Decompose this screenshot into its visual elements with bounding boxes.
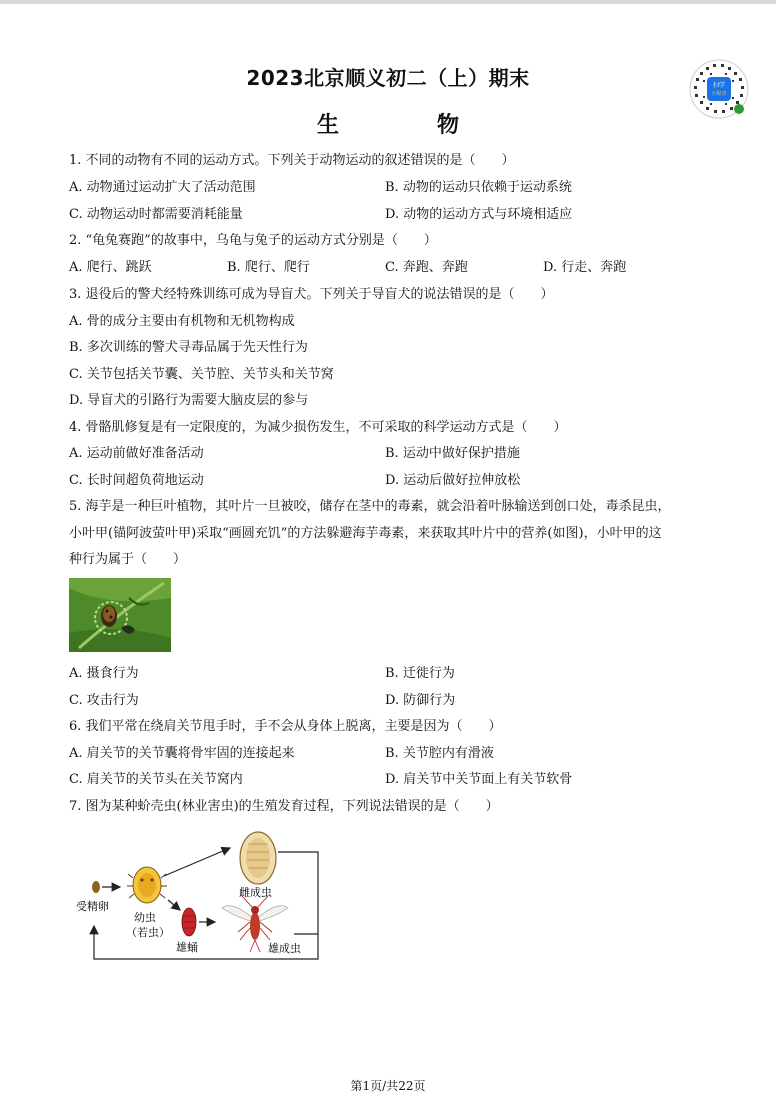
scale-insect-life-cycle-diagram — [72, 830, 332, 965]
label-larva-note: （若虫） — [126, 926, 170, 939]
question-2-option-b: B. 爬行、爬行 — [227, 260, 310, 275]
question-5-stem-line-3: 种行为属于（ ） — [69, 552, 187, 567]
question-5-option-a: A. 摄食行为 — [69, 666, 139, 681]
question-5-option-b: B. 迁徙行为 — [385, 666, 455, 681]
question-3-stem: 3. 退役后的警犬经特殊训练可成为导盲犬。下列关于导盲犬的说法错误的是（ ） — [69, 287, 554, 302]
question-5-option-c: C. 攻击行为 — [69, 693, 139, 708]
question-2-stem: 2. “龟兔赛跑”的故事中，乌龟与兔子的运动方式分别是（ ） — [69, 233, 437, 248]
question-6-stem: 6. 我们平常在绕肩关节甩手时，手不会从身体上脱离，主要是因为（ ） — [69, 719, 502, 734]
question-6-option-d: D. 肩关节中关节面上有关节软骨 — [385, 772, 573, 787]
question-4-option-d: D. 运动后做好拉伸放松 — [385, 473, 521, 488]
question-4-option-b: B. 运动中做好保护措施 — [385, 446, 520, 461]
question-4-option-c: C. 长时间超负荷地运动 — [69, 473, 204, 488]
question-4-option-a: A. 运动前做好准备活动 — [69, 446, 204, 461]
svg-text:扫学: 扫学 — [712, 82, 726, 89]
question-2-option-d: D. 行走、奔跑 — [543, 260, 627, 275]
question-5-stem-line-1: 5. 海芋是一种巨叶植物，其叶片一旦被咬，储存在茎中的毒素，就会沿着叶脉输送到创口处，毒杀昆虫， — [69, 499, 671, 514]
label-male-pupa: 雄蛹 — [176, 941, 198, 954]
question-7-stem: 7. 图为某种蚧壳虫(林业害虫)的生殖发育过程，下列说法错误的是（ ） — [69, 799, 499, 814]
question-6-option-c: C. 肩关节的关节头在关节窝内 — [69, 772, 243, 787]
page-number: 第1页/共22页 — [350, 1079, 426, 1093]
question-1-option-c: C. 动物运动时都需要消耗能量 — [69, 207, 243, 222]
label-male-adult: 雄成虫 — [268, 942, 301, 955]
label-egg: 受精卵 — [76, 900, 109, 913]
question-5-stem-line-2: 小叶甲(锚阿波萤叶甲)采取“画圆充饥”的方法躲避海芋毒素，来获取其叶片中的营养(如图)，小叶甲的这 — [69, 526, 662, 541]
label-female-adult: 雌成虫 — [239, 886, 272, 899]
page-top-edge — [0, 0, 776, 4]
question-1-option-a: A. 动物通过运动扩大了活动范围 — [69, 180, 256, 195]
question-1-option-b: B. 动物的运动只依赖于运动系统 — [385, 180, 572, 195]
page-subject: 生 物 — [316, 113, 497, 138]
question-5-option-d: D. 防御行为 — [385, 693, 456, 708]
question-4-stem: 4. 骨骼肌修复是有一定限度的，为减少损伤发生，不可采取的科学运动方式是（ ） — [69, 420, 567, 435]
egg-icon — [92, 881, 100, 893]
leaf-beetle-photo — [69, 578, 171, 652]
question-3-option-b: B. 多次训练的警犬寻毒品属于先天性行为 — [69, 340, 308, 355]
question-6-option-b: B. 关节腔内有滑液 — [385, 746, 494, 761]
svg-text:小程序: 小程序 — [711, 91, 727, 97]
question-3-option-c: C. 关节包括关节囊、关节腔、关节头和关节窝 — [69, 367, 334, 382]
question-2-option-a: A. 爬行、跳跃 — [69, 260, 152, 275]
question-3-option-a: A. 骨的成分主要由有机物和无机物构成 — [69, 314, 295, 329]
question-6-option-a: A. 肩关节的关节囊将骨牢固的连接起来 — [69, 746, 295, 761]
question-1-stem: 1. 不同的动物有不同的运动方式。下列关于动物运动的叙述错误的是（ ） — [69, 153, 515, 168]
question-1-option-d: D. 动物的运动方式与环境相适应 — [385, 207, 573, 222]
label-larva: 幼虫 — [134, 911, 156, 924]
question-3-option-d: D. 导盲犬的引路行为需要大脑皮层的参与 — [69, 393, 309, 408]
question-2-option-c: C. 奔跑、奔跑 — [385, 260, 468, 275]
page-title: 2023北京顺义初二（上）期末 — [246, 66, 530, 90]
qr-code-icon — [688, 58, 750, 120]
